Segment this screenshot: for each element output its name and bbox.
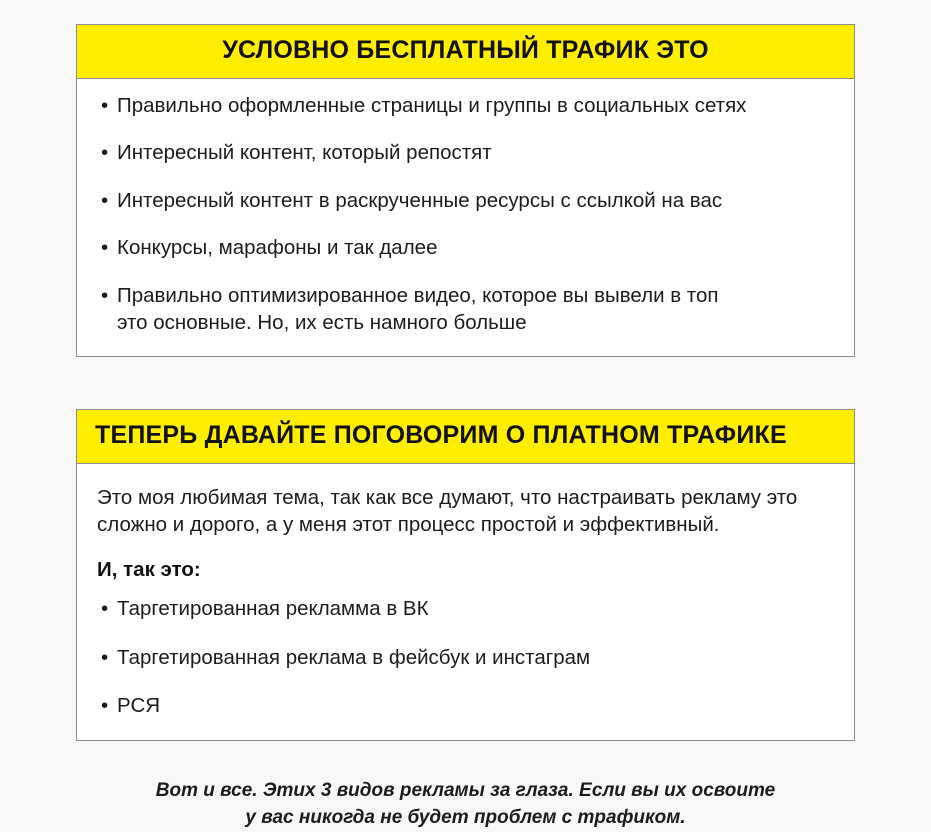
list-item: [97, 283, 834, 336]
paid-traffic-list: [97, 596, 834, 720]
list-item-text: РСЯ: [117, 694, 161, 718]
bullet-icon: •: [101, 596, 109, 620]
list-item-text: Интересный контент в раскрученные ресурсы с ссылкой на вас: [117, 188, 723, 212]
list-item: [97, 140, 834, 167]
list-item: [97, 693, 834, 720]
free-traffic-title: УСЛОВНО БЕСПЛАТНЫЙ ТРАФИК ЭТО: [77, 25, 854, 79]
bullet-icon: •: [101, 236, 109, 260]
paid-traffic-card: [76, 409, 855, 741]
bullet-icon: •: [101, 694, 109, 718]
paid-traffic-subhead: И, так это:: [97, 557, 201, 581]
list-item-text: Интересный контент, который репостят: [117, 141, 492, 165]
free-traffic-card: [76, 24, 855, 357]
list-item: [97, 188, 834, 215]
bullet-icon: •: [101, 141, 109, 165]
list-item-text: Правильно оформленные страницы и группы в социальных сетях: [117, 93, 747, 117]
list-item-text: Таргетированная рекламма в ВК: [117, 596, 429, 620]
list-item-text: Таргетированная реклама в фейсбук и инстаграм: [117, 645, 591, 669]
list-item-continuation: это основные. Но, их есть намного больше: [117, 310, 527, 334]
free-traffic-body: [77, 79, 854, 357]
free-traffic-list: [97, 93, 834, 337]
list-item: [97, 596, 834, 623]
bullet-icon: •: [101, 284, 109, 308]
footer-line-2: у вас никогда не будет проблем с трафиком.: [245, 807, 686, 829]
list-item: [97, 645, 834, 672]
footer-line-1: Вот и все. Этих 3 видов рекламы за глаза. Если вы их освоите: [155, 779, 776, 801]
bullet-icon: •: [101, 645, 109, 669]
paid-traffic-body: [77, 464, 854, 740]
list-item-text: Конкурсы, марафоны и так далее: [117, 236, 438, 260]
list-item: [97, 235, 834, 262]
bullet-icon: •: [101, 188, 109, 212]
footer-note: [76, 777, 855, 832]
list-item: [97, 93, 834, 120]
paid-traffic-intro: Это моя любимая тема, так как все думают, что настраивать рекламу это сложно и дорого, а у меня этот процесс простой и эффективный.: [97, 485, 798, 536]
paid-traffic-title: ТЕПЕРЬ ДАВАЙТЕ ПОГОВОРИМ О ПЛАТНОМ ТРАФИКЕ: [77, 410, 854, 464]
section-spacer: [76, 357, 855, 409]
list-item-text: Правильно оптимизированное видео, которое вы вывели в топ: [117, 284, 719, 308]
bullet-icon: •: [101, 93, 109, 117]
